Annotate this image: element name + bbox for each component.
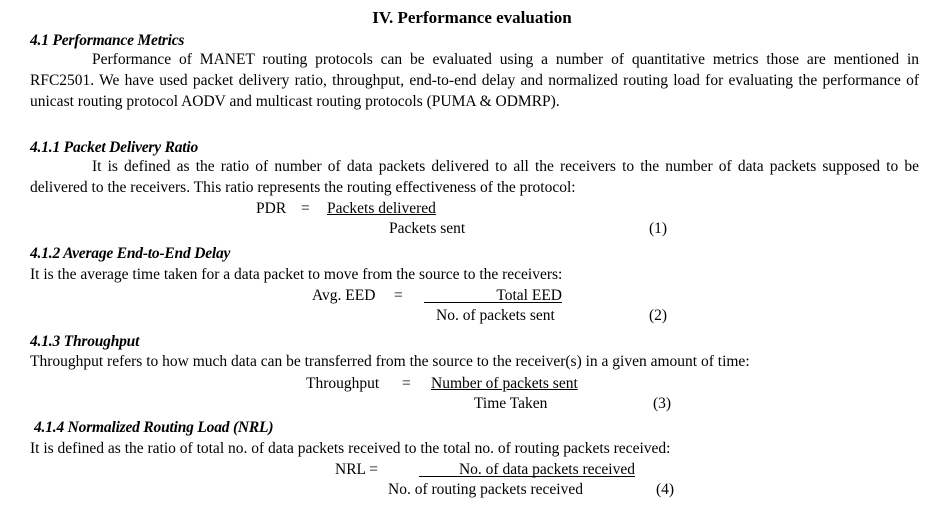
formula-throughput-numerator: Number of packets sent (431, 375, 578, 392)
section-title: IV. Performance evaluation (372, 8, 572, 27)
paragraph-text: Performance of MANET routing protocols can be evaluated using a number of quantitative metrics those are mentioned in RFC2501. We have used packet delivery ratio, throughput, end-to-end delay and normalized routing load for evaluating the performance of unicast routing protocol AODV and multicast routing protocols (PUMA & ODMRP). (30, 51, 919, 110)
heading-end-to-end-delay: 4.1.2 Average End-to-End Delay (30, 245, 231, 262)
heading-throughput: 4.1.3 Throughput (30, 333, 140, 350)
formula-pdr-lhs: PDR (256, 200, 287, 217)
paragraph-text: It is defined as the ratio of number of data packets delivered to all the receivers to the number of data packets supposed to be delivered to the receivers. This ratio represents the routing effectiveness of the protocol: (30, 158, 919, 196)
formula-pdr-denominator: Packets sent (389, 220, 466, 237)
formula-eed-denominator: No. of packets sent (436, 307, 555, 324)
formula-pdr-equals: = (301, 200, 310, 217)
paragraph-end-to-end-delay: It is the average time taken for a data packet to move from the source to the receivers: (30, 266, 563, 283)
formula-eed-numerator: Total EED (424, 285, 562, 303)
formula-throughput-lhs: Throughput (306, 375, 380, 392)
equation-number-3: (3) (653, 395, 672, 412)
formula-throughput-equals: = (402, 375, 411, 392)
equation-number-4: (4) (656, 481, 675, 498)
paragraph-performance-metrics (30, 49, 919, 112)
formula-throughput-denominator: Time Taken (474, 395, 548, 412)
formula-eed-lhs: Avg. EED (312, 287, 376, 304)
formula-eed-equals: = (394, 287, 403, 304)
paragraph-normalized-routing-load: It is defined as the ratio of total no. of data packets received to the total no. of routing packets received: (30, 440, 671, 457)
formula-nrl-lhs: NRL = (335, 461, 379, 478)
heading-packet-delivery-ratio: 4.1.1 Packet Delivery Ratio (30, 139, 199, 156)
heading-performance-metrics: 4.1 Performance Metrics (30, 32, 185, 49)
heading-normalized-routing-load: 4.1.4 Normalized Routing Load (NRL) (34, 419, 274, 436)
equation-number-2: (2) (649, 307, 668, 324)
equation-number-1: (1) (649, 220, 668, 237)
paragraph-throughput: Throughput refers to how much data can be transferred from the source to the receiver(s) in a given amount of time: (30, 353, 750, 370)
formula-pdr-numerator: Packets delivered (327, 200, 436, 217)
formula-nrl-numerator: No. of data packets received (419, 459, 635, 477)
paragraph-packet-delivery-ratio (30, 156, 919, 198)
formula-nrl-denominator: No. of routing packets received (388, 481, 583, 498)
